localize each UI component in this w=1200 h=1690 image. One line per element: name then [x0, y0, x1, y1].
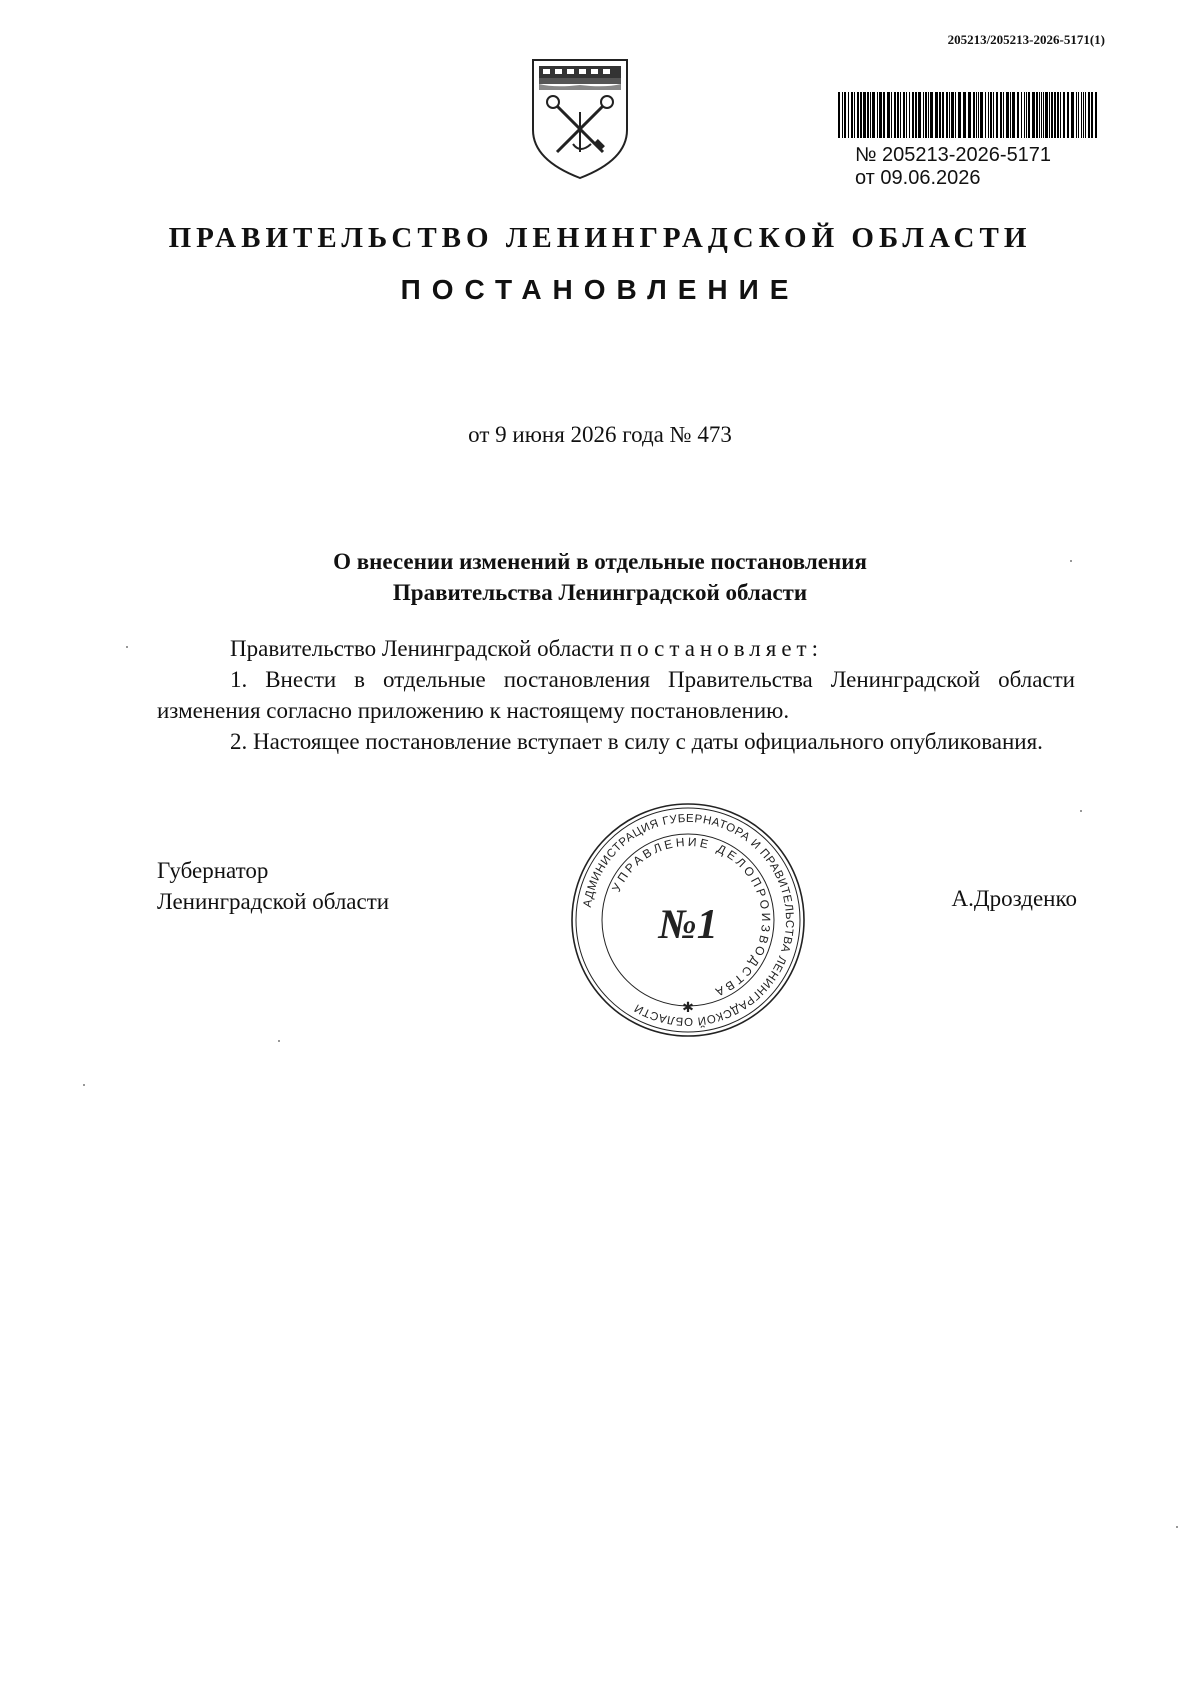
seal-inner-text: УПРАВЛЕНИЕ ДЕЛОПРОИЗВОДСТВА — [609, 834, 774, 1001]
seal-center-number: №1 — [658, 902, 718, 948]
seal-outer-text: АДМИНИСТРАЦИЯ ГУБЕРНАТОРА И ПРАВИТЕЛЬСТВА ЛЕНИНГРАДСКОЙ ОБЛАСТИ — [581, 812, 796, 1028]
subject-line-1: О внесении изменений в отдельные постановления — [333, 549, 867, 574]
intro-verb: постановляет: — [619, 636, 823, 661]
barcode-image — [838, 92, 1100, 138]
registration-number: № 205213-2026-5171 — [855, 144, 1052, 166]
subject-line-2: Правительства Ленинградской области — [392, 580, 808, 605]
scan-speck — [126, 646, 128, 648]
scan-speck — [83, 1084, 85, 1086]
item-1-paragraph: 1. Внести в отдельные постановления Правительства Ленинградской области изменения согласно приложению к настоящему постановлению. — [157, 667, 1075, 723]
scan-speck — [278, 1040, 280, 1042]
scan-speck — [1176, 1526, 1178, 1528]
signatory-position — [157, 855, 389, 917]
government-title: ПРАВИТЕЛЬСТВО ЛЕНИНГРАДСКОЙ ОБЛАСТИ — [168, 222, 1032, 254]
intro-prefix: Правительство Ленинградской области — [230, 636, 620, 661]
scan-speck — [1070, 560, 1072, 562]
official-seal-stamp — [568, 800, 808, 1040]
seal-star-icon: ✱ — [682, 1000, 694, 1016]
coat-of-arms-emblem — [525, 52, 635, 182]
item-2-paragraph: 2. Настоящее постановление вступает в силу с даты официального опубликования. — [230, 729, 1043, 754]
document-type-title: ПОСТАНОВЛЕНИЕ — [400, 274, 800, 305]
position-line-1: Губернатор — [157, 858, 269, 883]
intro-paragraph — [157, 633, 1075, 664]
resolution-subject — [0, 546, 1200, 608]
registration-date: от 09.06.2026 — [855, 167, 981, 189]
scan-speck — [1080, 810, 1082, 812]
resolution-date-number: от 9 июня 2026 года № 473 — [468, 422, 732, 447]
signatory-name: А.Дрозденко — [951, 886, 1077, 911]
resolution-body — [157, 633, 1075, 757]
position-line-2: Ленинградской области — [157, 889, 390, 914]
document-reference-code: 205213/205213-2026-5171(1) — [947, 32, 1105, 47]
